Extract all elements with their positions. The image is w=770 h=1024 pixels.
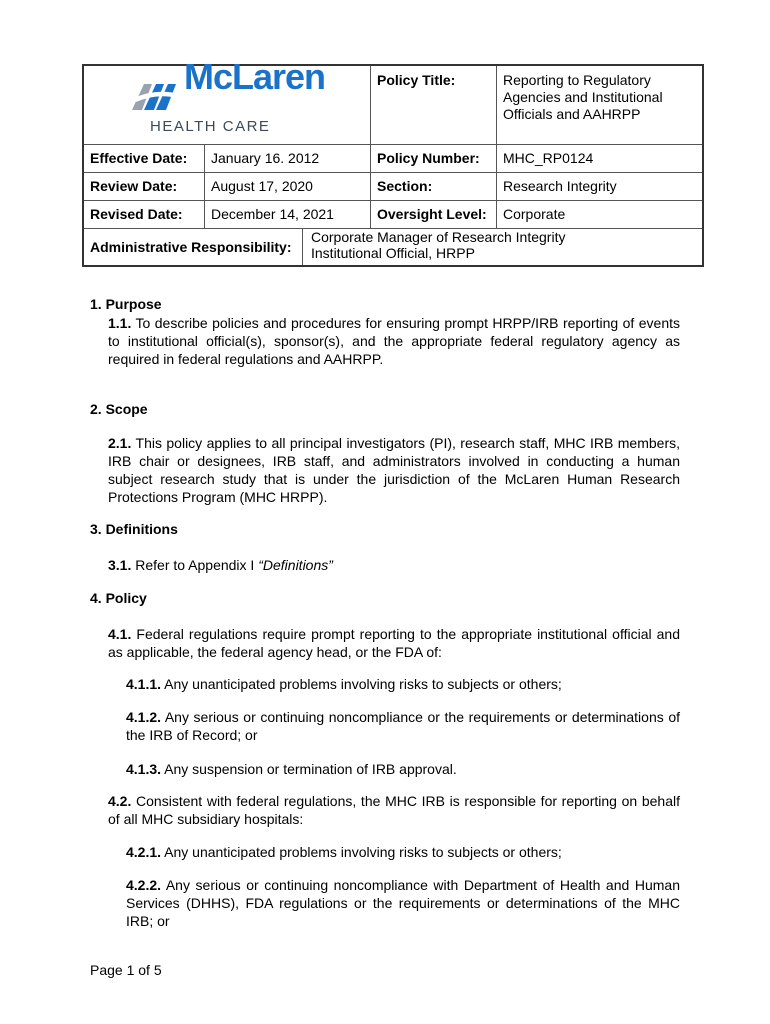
mclaren-logo-icon xyxy=(130,76,182,120)
clause-text: This policy applies to all principal investigators (PI), research staff, MHC IRB members, IRB chair or designees, IRB staff, and administrators involved in conducting a human subject research study that is under the jurisdiction of the McLaren Human Research Protections Program (MHC HRPP). xyxy=(108,435,680,505)
logo-subtitle: HEALTH CARE xyxy=(150,118,271,135)
paragraph-2-1 xyxy=(108,434,680,506)
clause-number: 4.1.2. xyxy=(126,709,162,725)
paragraph-4-2-2 xyxy=(126,876,680,930)
paragraph-4-2-1 xyxy=(126,843,680,861)
oversight-level-value: Corporate xyxy=(496,201,702,228)
admin-responsibility-value xyxy=(302,229,702,265)
effective-date-label: Effective Date: xyxy=(90,150,188,166)
section-label: Section: xyxy=(370,173,496,200)
section-3-heading: 3. Definitions xyxy=(90,521,178,537)
section-value: Research Integrity xyxy=(496,173,702,200)
logo-wordmark: McLaren xyxy=(184,56,326,97)
clause-text: Refer to Appendix I xyxy=(131,557,259,573)
revised-date-value: December 14, 2021 xyxy=(204,201,370,228)
section-2-heading: 2. Scope xyxy=(90,401,148,417)
section-1-heading: 1. Purpose xyxy=(90,296,162,312)
section-4-heading: 4. Policy xyxy=(90,590,147,606)
logo-cell xyxy=(84,56,370,144)
policy-number-label: Policy Number: xyxy=(370,145,496,172)
clause-number: 4.2.1. xyxy=(126,844,162,860)
policy-title-value: Reporting to Regulatory Agencies and Institutional Officials and AAHRPP xyxy=(496,66,702,144)
policy-header-table xyxy=(82,56,704,267)
admin-responsibility-label: Administrative Responsibility: xyxy=(90,238,292,255)
paragraph-4-2 xyxy=(108,792,680,828)
revised-date-label: Revised Date: xyxy=(90,206,183,222)
clause-number: 4.1. xyxy=(108,626,132,642)
page-number: Page 1 of 5 xyxy=(90,962,162,978)
paragraph-4-1-1 xyxy=(126,675,680,693)
clause-number: 3.1. xyxy=(108,557,132,573)
review-date-value: August 17, 2020 xyxy=(204,173,370,200)
clause-number: 4.1.3. xyxy=(126,761,162,777)
clause-number: 4.2. xyxy=(108,793,132,809)
clause-text: Any unanticipated problems involving risks to subjects or others; xyxy=(161,676,562,692)
paragraph-4-1-3 xyxy=(126,760,680,778)
clause-text: Any suspension or termination of IRB approval. xyxy=(161,761,457,777)
policy-title-label: Policy Title: xyxy=(370,66,496,144)
definitions-reference: “Definitions” xyxy=(258,557,333,573)
admin-responsibility-line-2: Institutional Official, HRPP xyxy=(311,245,475,261)
review-date-label: Review Date: xyxy=(90,178,178,194)
clause-number: 1.1. xyxy=(108,315,132,331)
paragraph-3-1 xyxy=(108,556,680,574)
clause-number: 4.2.2. xyxy=(126,877,162,893)
clause-text: Any serious or continuing noncompliance or the requirements or determinations of the IRB of Record; or xyxy=(126,709,680,743)
policy-number-value: MHC_RP0124 xyxy=(496,145,702,172)
oversight-level-label: Oversight Level: xyxy=(370,201,496,228)
paragraph-4-1 xyxy=(108,625,680,661)
clause-text: To describe policies and procedures for ensuring prompt HRPP/IRB reporting of events to institutional official(s), sponsor(s), and the appropriate federal regulatory agency as required in federal regulations and AAHRPP. xyxy=(108,315,680,367)
clause-text: Federal regulations require prompt reporting to the appropriate institutional official and as applicable, the federal agency head, or the FDA of: xyxy=(108,626,680,660)
effective-date-value: January 16. 2012 xyxy=(204,145,370,172)
clause-text: Consistent with federal regulations, the MHC IRB is responsible for reporting on behalf of all MHC subsidiary hospitals: xyxy=(108,793,680,827)
paragraph-1-1 xyxy=(108,314,680,368)
paragraph-4-1-2 xyxy=(126,708,680,744)
clause-text: Any unanticipated problems involving risks to subjects or others; xyxy=(161,844,562,860)
clause-number: 4.1.1. xyxy=(126,676,162,692)
admin-responsibility-line-1: Corporate Manager of Research Integrity xyxy=(311,229,566,245)
clause-number: 2.1. xyxy=(108,435,132,451)
clause-text: Any serious or continuing noncompliance with Department of Health and Human Services (DHHS), FDA regulations or the requirements or determinations of the MHC IRB; or xyxy=(126,877,680,929)
